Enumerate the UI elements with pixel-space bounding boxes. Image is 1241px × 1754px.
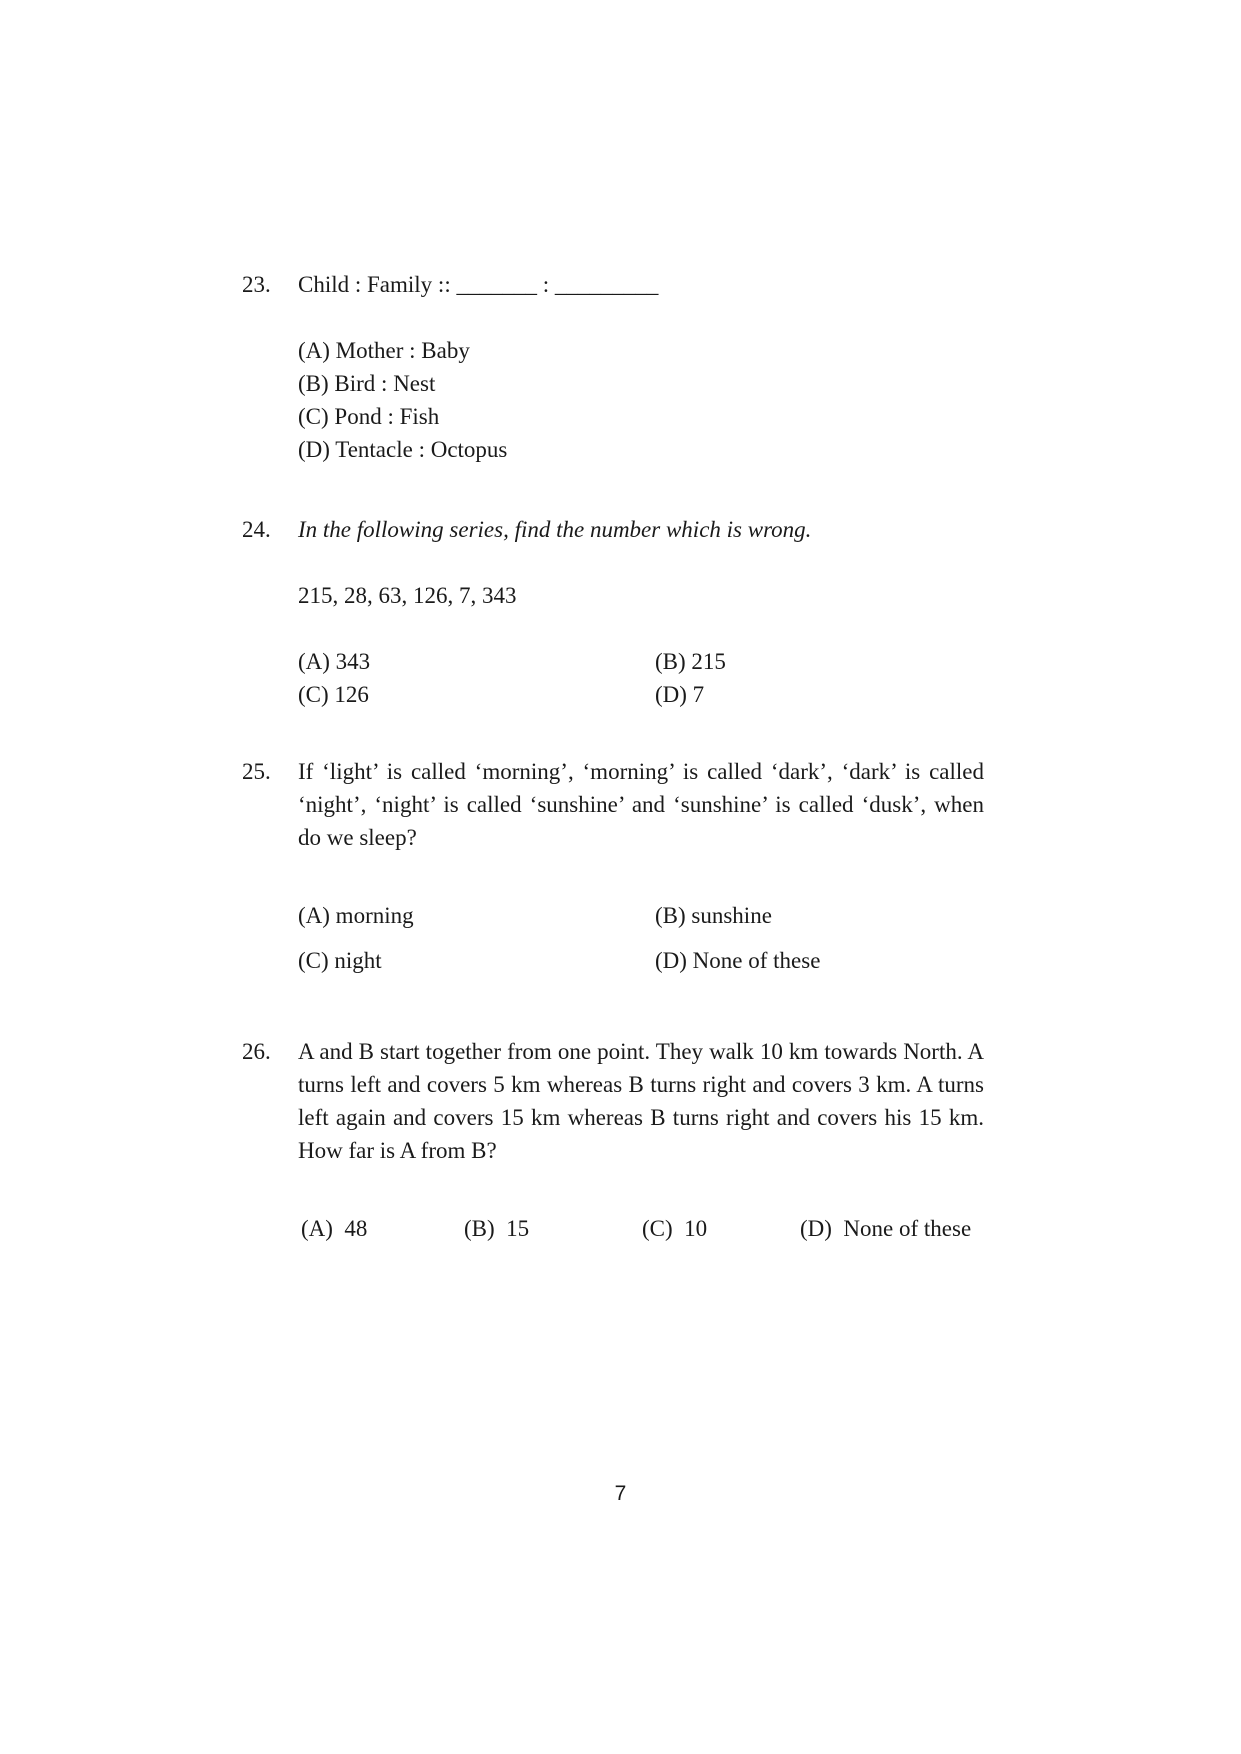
question-25 [242, 755, 984, 977]
options-grid [298, 645, 984, 711]
option-a: (A) 343 [298, 649, 371, 674]
option-b: (B) sunshine [655, 903, 772, 928]
option-a: (A) morning [298, 903, 414, 928]
question-stem: A and B start together from one point. They walk 10 km towards North. A turns left and covers 5 km whereas B turns right and covers 3 km. A turns left again and covers 15 km whereas B turns right and covers his 15 km. How far is A from B? [298, 1039, 984, 1163]
option-a: (A) 48 [301, 1216, 368, 1241]
question-24 [242, 513, 984, 711]
option-b: (B) 215 [655, 649, 726, 674]
option-d: (D) Tentacle : Octopus [298, 437, 508, 462]
number-series: 215, 28, 63, 126, 7, 343 [298, 583, 517, 608]
options-grid [298, 899, 984, 977]
question-26 [242, 1035, 984, 1245]
question-stem: If ‘light’ is called ‘morning’, ‘morning’ is called ‘dark’, ‘dark’ is called ‘night’, ‘night’ is called ‘sunshine’ and ‘sunshine’ is called ‘dusk’, when do we sleep? [298, 759, 984, 850]
option-a: (A) Mother : Baby [298, 338, 470, 363]
option-c: (C) 10 [642, 1216, 708, 1241]
option-b: (B) Bird : Nest [298, 371, 436, 396]
question-stem: Child : Family :: _______ : _________ [298, 272, 659, 297]
question-body [298, 755, 984, 977]
option-b: (B) 15 [464, 1216, 530, 1241]
question-23 [242, 268, 984, 466]
question-number: 24. [242, 517, 271, 542]
question-body [298, 513, 984, 711]
options-row [298, 1212, 984, 1245]
options-list [298, 334, 984, 466]
page-number: 7 [614, 1482, 627, 1505]
question-stem: In the following series, find the number which is wrong. [298, 517, 812, 542]
option-d: (D) None of these [800, 1216, 972, 1241]
question-number: 23. [242, 272, 271, 297]
question-body [298, 268, 984, 466]
option-c: (C) night [298, 948, 382, 973]
question-number: 25. [242, 759, 271, 784]
option-c: (C) Pond : Fish [298, 404, 440, 429]
option-c: (C) 126 [298, 682, 369, 707]
option-d: (D) 7 [655, 682, 705, 707]
question-body [298, 1035, 984, 1245]
question-number: 26. [242, 1039, 271, 1064]
option-d: (D) None of these [655, 948, 821, 973]
